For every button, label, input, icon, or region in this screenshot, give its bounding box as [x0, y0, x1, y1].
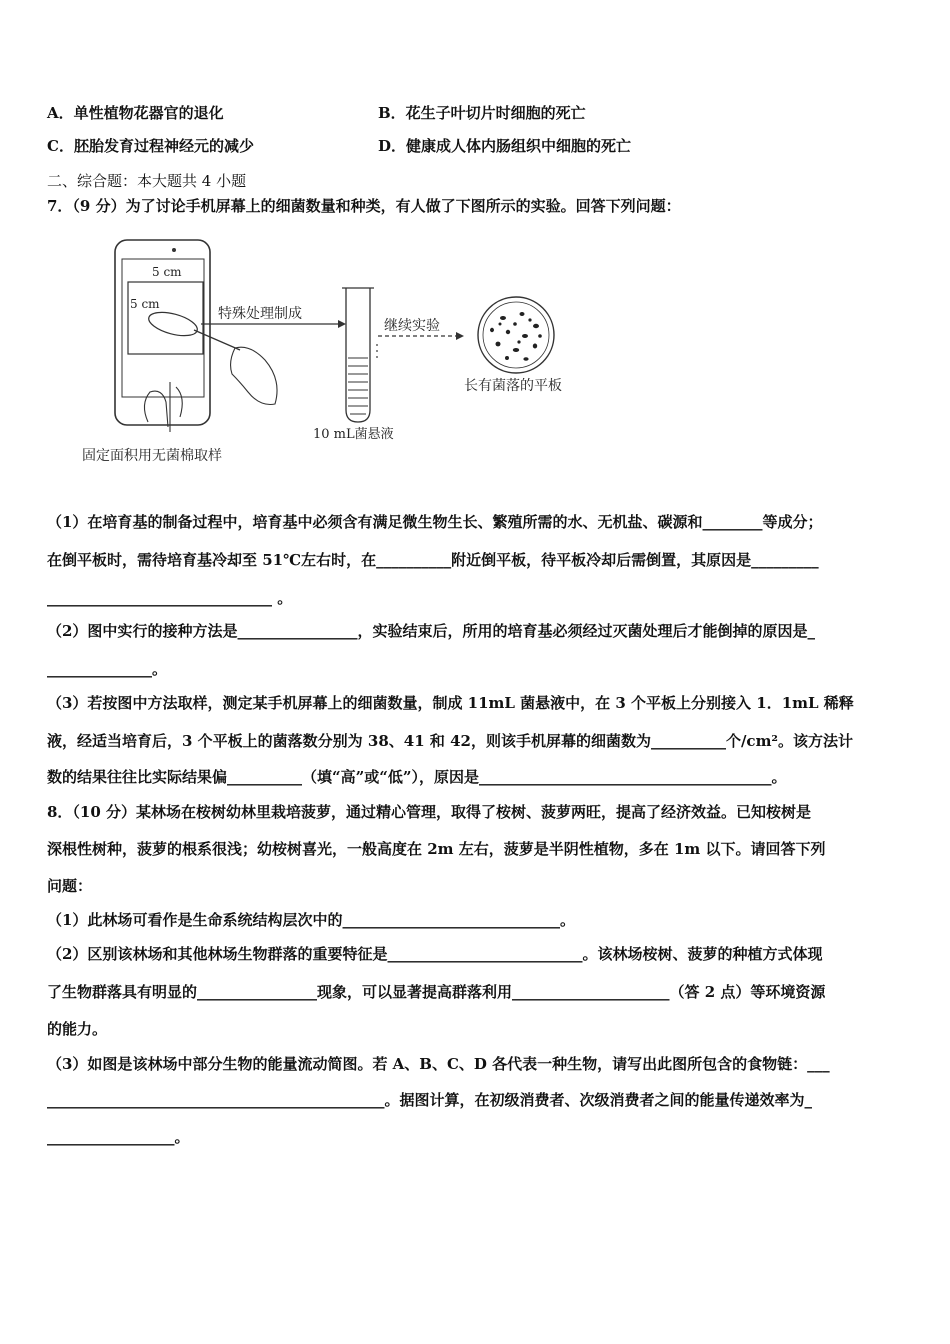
q7-part1-line2: 在倒平板时，需待培育基冷却至 51℃左右时，在__________附近倒平板，待平板冷却后需倒置，其原因是_________ [47, 551, 819, 569]
q7-part3-line3: 数的结果往往比实际结果偏__________（填“高”或“低”），原因是_______________________________________。 [47, 768, 787, 786]
q7-part1-line1: （1）在培育基的制备过程中，培育基中必须含有满足微生物生长、繁殖所需的水、无机盐、碳源和________等成分； [47, 513, 823, 531]
q8-part2-line3: 的能力。 [47, 1020, 108, 1038]
hand-icon [231, 347, 277, 404]
option-c: C．胚胎发育过程神经元的减少 [47, 137, 254, 155]
test-tube-icon [346, 288, 370, 422]
sampling-square [128, 282, 203, 354]
q8-stem-line3: 问题： [47, 877, 93, 895]
label-sample: 固定面积用无菌棉取样 [82, 448, 222, 464]
section-title: 二、综合题：本大题共 4 小题 [47, 172, 247, 190]
option-d: D．健康成人体内肠组织中细胞的死亡 [378, 137, 632, 155]
experiment-figure [70, 232, 610, 472]
q7-part3-line1: （3）若按图中方法取样，测定某手机屏幕上的细菌数量，制成 11mL 菌悬液中，在 3 个平板上分别接入 1．1mL 稀释 [47, 694, 854, 712]
q8-part3-line1: （3）如图是该林场中部分生物的能量流动简图。若 A、B、C、D 各代表一种生物，请写出此图所包含的食物链：___ [47, 1055, 830, 1073]
swab-icon [146, 308, 199, 340]
option-a: A．单性植物花器官的退化 [47, 104, 224, 122]
q7-part2-line1: （2）图中实行的接种方法是________________，实验结束后，所用的培育基必须经过灭菌处理后才能倒掉的原因是_ [47, 622, 815, 640]
q8-part3-line2: _____________________________________________。据图计算，在初级消费者、次级消费者之间的能量传递效率为_ [47, 1091, 813, 1109]
holding-hand-icon [144, 391, 168, 427]
bacterial-colonies [490, 312, 542, 361]
petri-dish-icon [478, 297, 554, 373]
q8-part3-line3: _________________。 [47, 1128, 190, 1146]
phone-screen [122, 259, 204, 397]
q7-part3-line2: 液，经适当培育后，3 个平板上的菌落数分别为 38、41 和 42，则该手机屏幕的细菌数为__________个/cm²。该方法计 [47, 732, 854, 750]
q8-stem-line1: 8．（10 分）某林场在桉树幼林里栽培菠萝，通过精心管理，取得了桉树、菠萝两旺，提高了经济效益。已知桉树是 [47, 803, 812, 821]
q8-part2-line1: （2）区别该林场和其他林场生物群落的重要特征是__________________________。该林场桉树、菠萝的种植方式体现 [47, 945, 823, 963]
q8-stem-line2: 深根性树种，菠萝的根系很浅；幼桉树喜光，一般高度在 2m 左右，菠萝是半阴性植物，多在 1m 以下。请回答下列 [47, 840, 826, 858]
label-5cm-left: 5 cm [130, 297, 160, 311]
q7-part1-line3: ______________________________ 。 [47, 589, 293, 607]
q7-stem: 7．（9 分）为了讨论手机屏幕上的细菌数量和种类，有人做了下图所示的实验。回答下列问题： [47, 197, 681, 215]
label-tube: 10 mL菌悬液 [313, 427, 394, 442]
q8-part2-line2: 了生物群落具有明显的________________现象，可以显著提高群落利用_____________________（答 2 点）等环境资源 [47, 983, 826, 1001]
label-5cm-top: 5 cm [152, 265, 182, 279]
arrow-right-icon [338, 320, 346, 328]
q7-part2-line2: ______________。 [47, 660, 168, 678]
label-continue: 继续实验 [384, 318, 440, 334]
label-plate: 长有菌落的平板 [464, 378, 562, 394]
dashed-arrow-icon [456, 332, 464, 340]
q8-part1: （1）此林场可看作是生命系统结构层次中的_____________________________。 [47, 911, 575, 929]
option-b: B．花生子叶切片时细胞的死亡 [378, 104, 586, 122]
label-special-treatment: 特殊处理制成 [218, 306, 302, 322]
